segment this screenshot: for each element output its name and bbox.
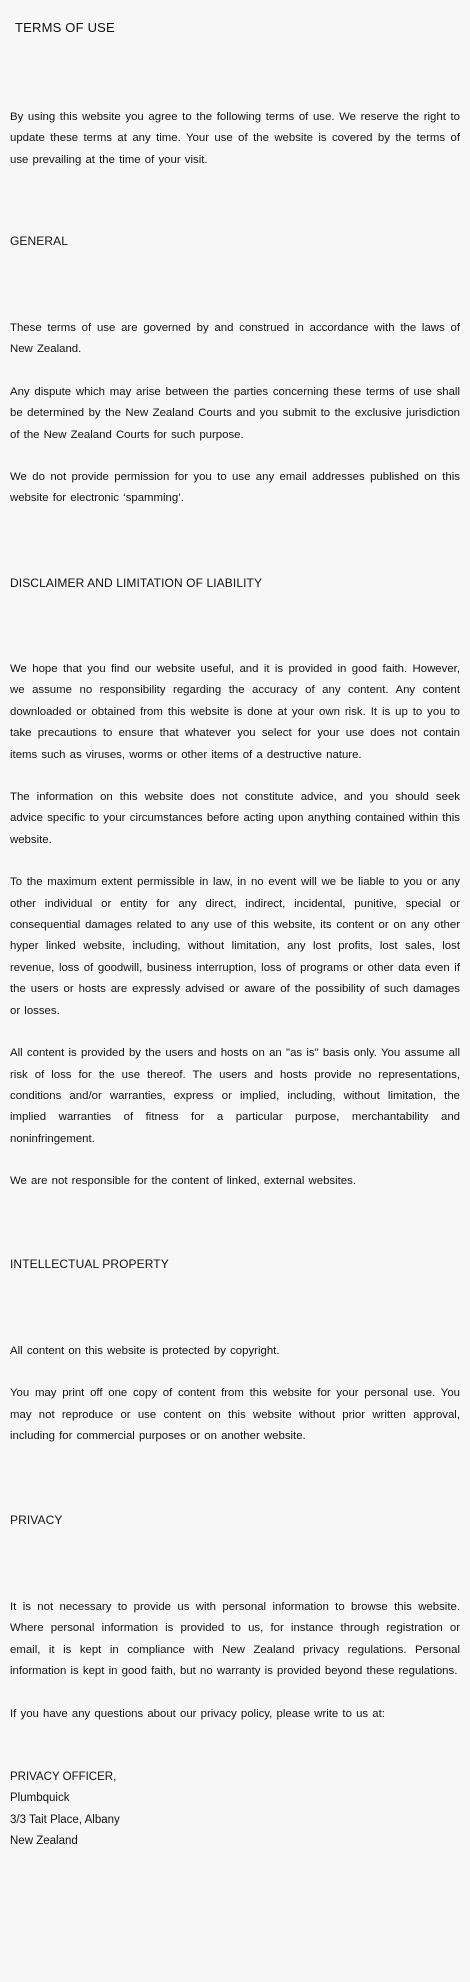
paragraph: To the maximum extent permissible in law, in no event will we be liable to you or any other individual or entity for any direct, indirect, incidental, punitive, special or consequential damages related to any use of this website, its content or on any other hyper linked website, including, without limitation, any lost profits, lost sales, lost revenue, loss of goodwill, business interruption, loss of programs or other data even if the users or hosts are expressly advised or aware of the possibility of such damages or losses. (10, 876, 460, 1017)
paragraph: If you have any questions about our privacy policy, please write to us at: (10, 1707, 385, 1720)
paragraph: All content is provided by the users and hosts on an "as is" basis only. You assume all risk of loss for the use thereof. The users and hosts provide no representations, conditions and/or warranties, express or implied, including, without limitation, the implied warranties of fitness for a particular purpose, merchantability and noninfringement. (10, 1047, 460, 1145)
paragraph: Any dispute which may arise between the parties concerning these terms of use shall be determined by the New Zealand Courts and you submit to the exclusive jurisdiction of the New Zealand Courts for such purpose. (10, 385, 460, 441)
paragraph: We do not provide permission for you to use any email addresses published on this website for electronic ‘spamming’. (10, 471, 460, 505)
paragraph: We hope that you find our website useful, and it is provided in good faith. However, we assume no responsibility regarding the accuracy of any content. Any content downloaded or obtained from this website is done at your own risk. It is up to you to take precautions to ensure that whatever you select for your use does not contain items such as viruses, worms or other items of a destructive nature. (10, 663, 460, 761)
intro-paragraph: By using this website you agree to the following terms of use. We reserve the right to update these terms at any time. Your use of the website is covered by the terms of use prevailing at the time of your visit. (10, 111, 460, 166)
paragraph: All content on this website is protected by copyright. (10, 1345, 280, 1357)
section-body-disclaimer (10, 659, 460, 1214)
postal-address (10, 1767, 120, 1853)
section-body-ip (10, 1341, 460, 1469)
paragraph: You may print off one copy of content from this website for your personal use. You may not reproduce or use content on this website without prior written approval, including for commercial purposes or on another website. (10, 1387, 460, 1443)
address-line-officer: PRIVACY OFFICER, (10, 1771, 117, 1783)
address-line-street: 3/3 Tait Place, Albany (10, 1813, 120, 1826)
paragraph: The information on this website does not constitute advice, and you should seek advice specific to your circumstances before acting upon anything contained within this website. (10, 791, 460, 846)
section-heading-disclaimer: DISCLAIMER AND LIMITATION OF LIABILITY (10, 576, 263, 590)
paragraph: These terms of use are governed by and construed in accordance with the laws of New Zealand. (10, 322, 460, 356)
section-heading-privacy: PRIVACY (10, 1513, 63, 1527)
section-heading-general: GENERAL (10, 234, 69, 248)
page-title: TERMS OF USE (15, 20, 115, 35)
section-heading-ip: INTELLECTUAL PROPERTY (10, 1257, 169, 1271)
section-body-privacy (10, 1597, 460, 1746)
section-body-general (10, 318, 460, 531)
paragraph: It is not necessary to provide us with personal information to browse this website. Where personal information is provided to us, for instance through registration or email, it is kept in compliance with New Zealand privacy regulations. Personal information is kept in good faith, but no warranty is provided beyond these regulations. (10, 1601, 460, 1678)
address-line-country: New Zealand (10, 1835, 78, 1848)
paragraph: We are not responsible for the content of linked, external websites. (10, 1175, 357, 1188)
address-line-company: Plumbquick (10, 1792, 70, 1805)
